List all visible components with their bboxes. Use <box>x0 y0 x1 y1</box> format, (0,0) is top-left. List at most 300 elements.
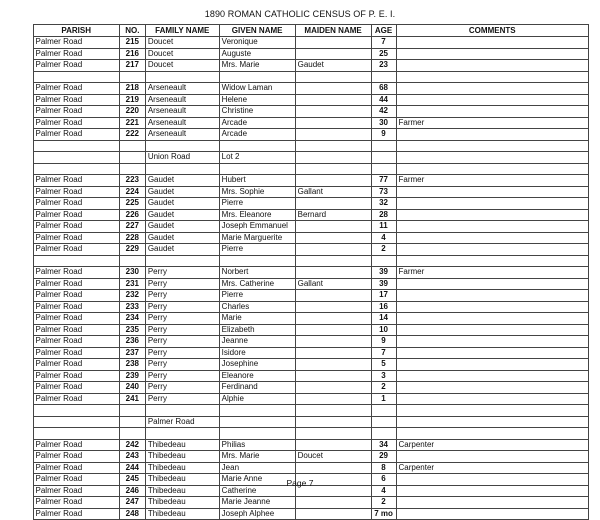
cell-no: 228 <box>119 232 145 244</box>
cell-comments <box>396 94 589 106</box>
cell-comments <box>396 336 589 348</box>
cell-maiden-name <box>295 117 371 129</box>
table-row <box>33 94 589 106</box>
cell-maiden-name <box>295 244 371 256</box>
cell-given-name <box>219 71 295 83</box>
cell-comments <box>396 163 589 175</box>
cell-given-name: Mrs. Eleanore <box>219 209 295 221</box>
cell-no: 217 <box>119 60 145 72</box>
cell-age: 8 <box>371 462 396 474</box>
cell-age <box>371 152 396 164</box>
cell-maiden-name <box>295 198 371 210</box>
cell-no: 240 <box>119 382 145 394</box>
cell-no <box>119 140 145 152</box>
cell-maiden-name <box>295 405 371 417</box>
cell-family-name: Perry <box>145 359 219 371</box>
cell-family-name: Arseneault <box>145 117 219 129</box>
cell-no <box>119 416 145 428</box>
cell-given-name: Mrs. Marie <box>219 451 295 463</box>
table-row <box>33 48 589 60</box>
cell-comments <box>396 382 589 394</box>
cell-parish: Palmer Road <box>33 94 119 106</box>
cell-maiden-name <box>295 267 371 279</box>
cell-age: 4 <box>371 485 396 497</box>
cell-family-name: Arseneault <box>145 94 219 106</box>
cell-given-name: Mrs. Marie <box>219 60 295 72</box>
cell-comments <box>396 37 589 49</box>
cell-maiden-name <box>295 428 371 440</box>
cell-family-name: Perry <box>145 290 219 302</box>
table-row <box>33 244 589 256</box>
cell-family-name: Thibedeau <box>145 474 219 486</box>
column-header-family-name: FAMILY NAME <box>145 25 219 37</box>
cell-comments <box>396 393 589 405</box>
cell-comments <box>396 71 589 83</box>
cell-comments <box>396 186 589 198</box>
cell-age: 17 <box>371 290 396 302</box>
cell-family-name: Perry <box>145 393 219 405</box>
cell-family-name: Doucet <box>145 37 219 49</box>
table-row <box>33 428 589 440</box>
table-row <box>33 451 589 463</box>
cell-given-name: Joseph Alphee <box>219 508 295 520</box>
cell-parish <box>33 140 119 152</box>
table-row <box>33 370 589 382</box>
table-row <box>33 278 589 290</box>
cell-no: 235 <box>119 324 145 336</box>
cell-age: 1 <box>371 393 396 405</box>
cell-given-name <box>219 140 295 152</box>
cell-maiden-name: Doucet <box>295 451 371 463</box>
cell-family-name: Perry <box>145 267 219 279</box>
cell-family-name <box>145 140 219 152</box>
cell-parish: Palmer Road <box>33 474 119 486</box>
table-row <box>33 393 589 405</box>
cell-given-name: Charles <box>219 301 295 313</box>
cell-no: 221 <box>119 117 145 129</box>
column-header-age: AGE <box>371 25 396 37</box>
cell-age: 73 <box>371 186 396 198</box>
cell-no: 231 <box>119 278 145 290</box>
cell-maiden-name: Gallant <box>295 186 371 198</box>
cell-parish: Palmer Road <box>33 290 119 302</box>
cell-no: 220 <box>119 106 145 118</box>
cell-family-name: Gaudet <box>145 244 219 256</box>
cell-family-name: Perry <box>145 301 219 313</box>
table-row <box>33 198 589 210</box>
page-title: 1890 ROMAN CATHOLIC CENSUS OF P. E. I. <box>204 9 396 19</box>
cell-parish: Palmer Road <box>33 221 119 233</box>
cell-comments <box>396 255 589 267</box>
cell-parish: Palmer Road <box>33 48 119 60</box>
cell-given-name: Jean <box>219 462 295 474</box>
cell-age: 34 <box>371 439 396 451</box>
cell-no <box>119 152 145 164</box>
cell-age: 23 <box>371 60 396 72</box>
cell-comments: Farmer <box>396 175 589 187</box>
cell-age: 7 <box>371 37 396 49</box>
cell-comments <box>396 129 589 141</box>
cell-parish: Palmer Road <box>33 186 119 198</box>
cell-parish: Palmer Road <box>33 267 119 279</box>
cell-maiden-name <box>295 71 371 83</box>
cell-given-name: Isidore <box>219 347 295 359</box>
cell-comments <box>396 48 589 60</box>
cell-comments: Farmer <box>396 267 589 279</box>
cell-parish <box>33 416 119 428</box>
cell-maiden-name <box>295 347 371 359</box>
cell-given-name: Pierre <box>219 244 295 256</box>
table-row <box>33 175 589 187</box>
cell-maiden-name: Bernard <box>295 209 371 221</box>
table-row <box>33 497 589 509</box>
cell-parish: Palmer Road <box>33 313 119 325</box>
cell-given-name: Pierre <box>219 198 295 210</box>
cell-given-name: Catherine <box>219 485 295 497</box>
cell-age: 77 <box>371 175 396 187</box>
cell-age <box>371 71 396 83</box>
cell-family-name: Gaudet <box>145 209 219 221</box>
cell-comments <box>396 244 589 256</box>
cell-given-name: Mrs. Catherine <box>219 278 295 290</box>
cell-given-name: Alphie <box>219 393 295 405</box>
table-row <box>33 508 589 520</box>
cell-no <box>119 428 145 440</box>
cell-no: 225 <box>119 198 145 210</box>
cell-given-name <box>219 405 295 417</box>
cell-no: 219 <box>119 94 145 106</box>
cell-comments <box>396 324 589 336</box>
table-row <box>33 267 589 279</box>
cell-no: 216 <box>119 48 145 60</box>
cell-age: 44 <box>371 94 396 106</box>
table-header-row <box>33 25 589 37</box>
cell-parish: Palmer Road <box>33 359 119 371</box>
cell-age <box>371 428 396 440</box>
cell-comments <box>396 370 589 382</box>
table-row <box>33 221 589 233</box>
cell-comments <box>396 428 589 440</box>
table-row <box>33 117 589 129</box>
cell-family-name: Arseneault <box>145 129 219 141</box>
cell-no: 242 <box>119 439 145 451</box>
cell-given-name: Norbert <box>219 267 295 279</box>
cell-maiden-name <box>295 508 371 520</box>
cell-given-name: Pierre <box>219 290 295 302</box>
cell-age: 39 <box>371 267 396 279</box>
cell-age: 16 <box>371 301 396 313</box>
cell-comments <box>396 313 589 325</box>
cell-no: 237 <box>119 347 145 359</box>
cell-parish: Palmer Road <box>33 370 119 382</box>
column-header-comments: COMMENTS <box>396 25 589 37</box>
cell-given-name: Arcade <box>219 117 295 129</box>
cell-age <box>371 255 396 267</box>
cell-no: 222 <box>119 129 145 141</box>
cell-given-name: Elizabeth <box>219 324 295 336</box>
table-row <box>33 255 589 267</box>
cell-no: 224 <box>119 186 145 198</box>
cell-maiden-name <box>295 359 371 371</box>
cell-maiden-name <box>295 497 371 509</box>
cell-given-name: Josephine <box>219 359 295 371</box>
cell-no: 230 <box>119 267 145 279</box>
cell-parish <box>33 71 119 83</box>
cell-given-name: Ferdinand <box>219 382 295 394</box>
cell-parish: Palmer Road <box>33 37 119 49</box>
cell-age: 2 <box>371 382 396 394</box>
cell-given-name: Mrs. Sophie <box>219 186 295 198</box>
cell-maiden-name <box>295 37 371 49</box>
cell-comments <box>396 451 589 463</box>
cell-given-name: Jeanne <box>219 336 295 348</box>
cell-age: 4 <box>371 232 396 244</box>
cell-given-name <box>219 416 295 428</box>
cell-age: 9 <box>371 336 396 348</box>
cell-parish <box>33 152 119 164</box>
cell-age: 25 <box>371 48 396 60</box>
cell-family-name: Thibedeau <box>145 508 219 520</box>
cell-family-name: Perry <box>145 347 219 359</box>
cell-parish: Palmer Road <box>33 451 119 463</box>
cell-given-name: Lot 2 <box>219 152 295 164</box>
cell-family-name: Gaudet <box>145 175 219 187</box>
cell-age: 6 <box>371 474 396 486</box>
cell-no <box>119 405 145 417</box>
cell-age: 42 <box>371 106 396 118</box>
cell-no: 245 <box>119 474 145 486</box>
cell-given-name: Marie Marguerite <box>219 232 295 244</box>
cell-family-name: Doucet <box>145 48 219 60</box>
cell-family-name: Gaudet <box>145 232 219 244</box>
table-row <box>33 163 589 175</box>
cell-age: 9 <box>371 129 396 141</box>
cell-maiden-name <box>295 416 371 428</box>
cell-parish: Palmer Road <box>33 83 119 95</box>
table-row <box>33 129 589 141</box>
cell-family-name: Gaudet <box>145 221 219 233</box>
cell-parish: Palmer Road <box>33 336 119 348</box>
table-row <box>33 382 589 394</box>
column-header-no: NO. <box>119 25 145 37</box>
column-header-parish: PARISH <box>33 25 119 37</box>
cell-age: 10 <box>371 324 396 336</box>
cell-comments <box>396 497 589 509</box>
table-row <box>33 209 589 221</box>
cell-comments <box>396 221 589 233</box>
cell-parish: Palmer Road <box>33 301 119 313</box>
cell-comments <box>396 278 589 290</box>
cell-age: 5 <box>371 359 396 371</box>
cell-given-name: Philias <box>219 439 295 451</box>
cell-no: 248 <box>119 508 145 520</box>
table-row <box>33 336 589 348</box>
cell-age <box>371 416 396 428</box>
cell-maiden-name <box>295 48 371 60</box>
cell-no: 246 <box>119 485 145 497</box>
table-row <box>33 416 589 428</box>
cell-age: 28 <box>371 209 396 221</box>
cell-age: 39 <box>371 278 396 290</box>
cell-family-name: Thibedeau <box>145 497 219 509</box>
cell-no: 223 <box>119 175 145 187</box>
table-row <box>33 313 589 325</box>
cell-comments <box>396 416 589 428</box>
cell-comments <box>396 405 589 417</box>
table-row <box>33 324 589 336</box>
cell-family-name: Perry <box>145 336 219 348</box>
cell-family-name: Thibedeau <box>145 451 219 463</box>
table-row <box>33 186 589 198</box>
cell-maiden-name: Gallant <box>295 278 371 290</box>
cell-comments <box>396 359 589 371</box>
cell-family-name: Perry <box>145 278 219 290</box>
cell-maiden-name <box>295 129 371 141</box>
cell-family-name: Palmer Road <box>145 416 219 428</box>
cell-parish: Palmer Road <box>33 393 119 405</box>
cell-no: 227 <box>119 221 145 233</box>
cell-comments <box>396 301 589 313</box>
cell-maiden-name <box>295 106 371 118</box>
cell-family-name: Arseneault <box>145 106 219 118</box>
cell-comments <box>396 508 589 520</box>
table-row <box>33 152 589 164</box>
cell-maiden-name <box>295 324 371 336</box>
cell-comments <box>396 347 589 359</box>
cell-given-name: Eleanore <box>219 370 295 382</box>
cell-no: 233 <box>119 301 145 313</box>
cell-comments <box>396 198 589 210</box>
cell-given-name <box>219 428 295 440</box>
cell-family-name <box>145 163 219 175</box>
cell-family-name: Union Road <box>145 152 219 164</box>
cell-given-name: Marie Jeanne <box>219 497 295 509</box>
cell-family-name <box>145 405 219 417</box>
cell-maiden-name <box>295 175 371 187</box>
table-row <box>33 83 589 95</box>
cell-maiden-name <box>295 336 371 348</box>
cell-parish: Palmer Road <box>33 244 119 256</box>
cell-no: 226 <box>119 209 145 221</box>
cell-parish <box>33 163 119 175</box>
cell-maiden-name <box>295 163 371 175</box>
cell-no <box>119 255 145 267</box>
cell-family-name: Thibedeau <box>145 462 219 474</box>
cell-no: 239 <box>119 370 145 382</box>
cell-no: 234 <box>119 313 145 325</box>
cell-no <box>119 163 145 175</box>
cell-parish: Palmer Road <box>33 60 119 72</box>
table-row <box>33 405 589 417</box>
cell-age: 2 <box>371 497 396 509</box>
cell-given-name: Hubert <box>219 175 295 187</box>
cell-maiden-name <box>295 94 371 106</box>
cell-no: 238 <box>119 359 145 371</box>
cell-maiden-name <box>295 439 371 451</box>
cell-age: 7 <box>371 347 396 359</box>
table-row <box>33 106 589 118</box>
cell-age <box>371 163 396 175</box>
table-row <box>33 232 589 244</box>
table-row <box>33 290 589 302</box>
table-row <box>33 301 589 313</box>
cell-maiden-name <box>295 255 371 267</box>
cell-parish: Palmer Road <box>33 175 119 187</box>
cell-parish: Palmer Road <box>33 439 119 451</box>
cell-family-name: Thibedeau <box>145 485 219 497</box>
cell-given-name: Joseph Emmanuel <box>219 221 295 233</box>
cell-maiden-name <box>295 140 371 152</box>
cell-comments <box>396 106 589 118</box>
cell-family-name: Perry <box>145 370 219 382</box>
cell-family-name: Gaudet <box>145 186 219 198</box>
page-number: Page 7 <box>286 478 314 488</box>
cell-family-name: Arseneault <box>145 83 219 95</box>
cell-family-name: Perry <box>145 313 219 325</box>
cell-maiden-name <box>295 393 371 405</box>
cell-no: 229 <box>119 244 145 256</box>
cell-maiden-name <box>295 152 371 164</box>
cell-maiden-name <box>295 462 371 474</box>
cell-maiden-name <box>295 382 371 394</box>
cell-parish <box>33 255 119 267</box>
cell-parish: Palmer Road <box>33 232 119 244</box>
cell-no: 232 <box>119 290 145 302</box>
cell-no: 215 <box>119 37 145 49</box>
cell-age: 2 <box>371 244 396 256</box>
table-row <box>33 60 589 72</box>
cell-family-name <box>145 71 219 83</box>
cell-age: 7 mo <box>371 508 396 520</box>
cell-parish: Palmer Road <box>33 324 119 336</box>
table-row <box>33 347 589 359</box>
cell-comments: Carpenter <box>396 439 589 451</box>
cell-age: 3 <box>371 370 396 382</box>
cell-comments: Carpenter <box>396 462 589 474</box>
cell-age: 32 <box>371 198 396 210</box>
cell-parish: Palmer Road <box>33 485 119 497</box>
table-row <box>33 71 589 83</box>
cell-given-name: Marie Anne <box>219 474 295 486</box>
cell-comments <box>396 83 589 95</box>
cell-no: 243 <box>119 451 145 463</box>
cell-no: 218 <box>119 83 145 95</box>
cell-parish: Palmer Road <box>33 129 119 141</box>
cell-maiden-name <box>295 221 371 233</box>
cell-no <box>119 71 145 83</box>
cell-age: 68 <box>371 83 396 95</box>
cell-maiden-name <box>295 301 371 313</box>
cell-comments <box>396 290 589 302</box>
cell-parish: Palmer Road <box>33 198 119 210</box>
cell-comments <box>396 140 589 152</box>
cell-parish: Palmer Road <box>33 382 119 394</box>
table-row <box>33 439 589 451</box>
cell-parish: Palmer Road <box>33 106 119 118</box>
cell-given-name: Widow Laman <box>219 83 295 95</box>
cell-given-name: Christine <box>219 106 295 118</box>
cell-maiden-name <box>295 290 371 302</box>
cell-age: 29 <box>371 451 396 463</box>
cell-parish: Palmer Road <box>33 508 119 520</box>
cell-age <box>371 405 396 417</box>
column-header-maiden-name: MAIDEN NAME <box>295 25 371 37</box>
cell-given-name: Auguste <box>219 48 295 60</box>
cell-comments <box>396 209 589 221</box>
cell-given-name: Arcade <box>219 129 295 141</box>
cell-given-name: Veronique <box>219 37 295 49</box>
column-header-given-name: GIVEN NAME <box>219 25 295 37</box>
